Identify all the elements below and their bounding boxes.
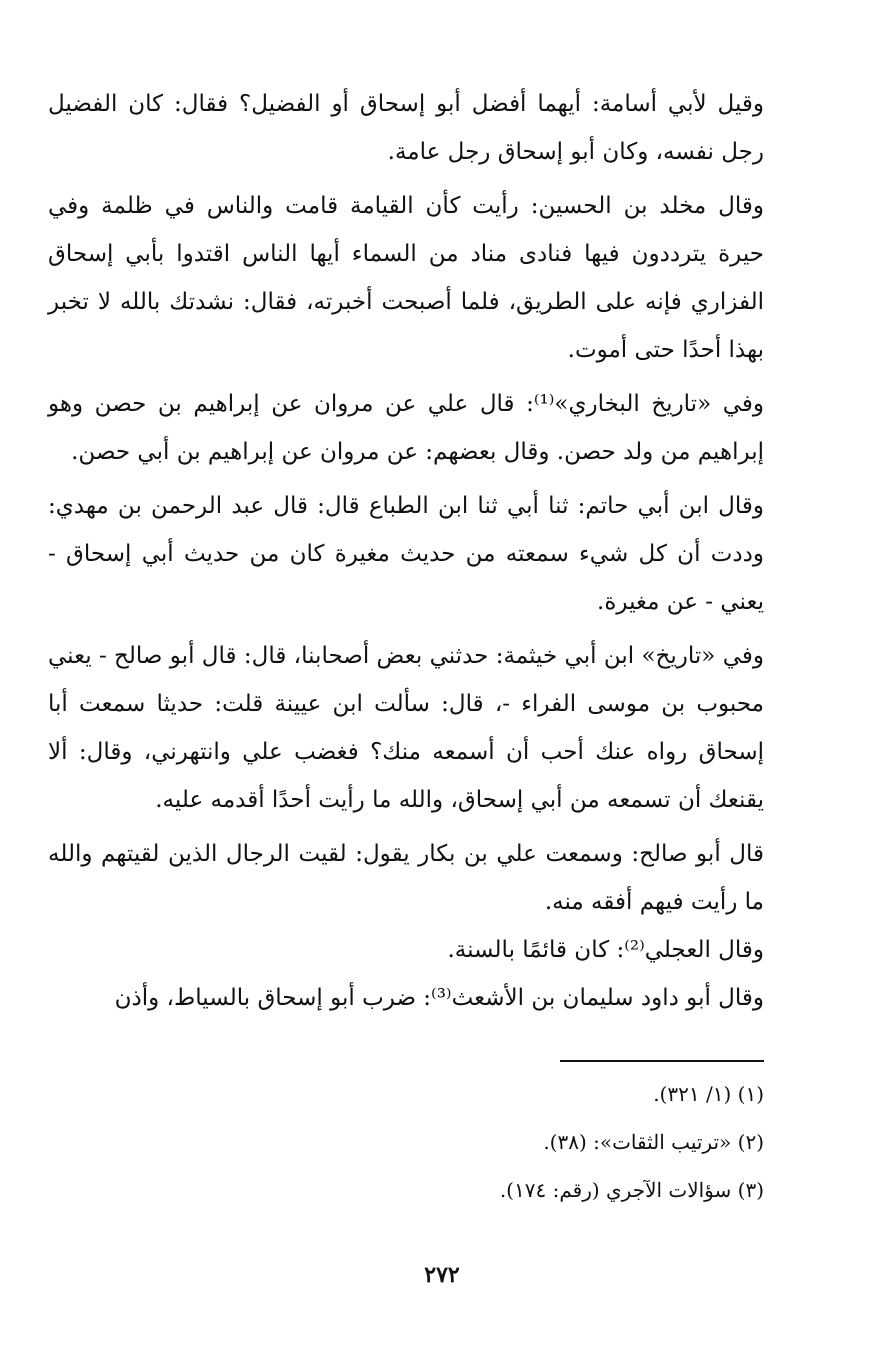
paragraph-4: وقال ابن أبي حاتم: ثنا أبي ثنا ابن الطباع قال: قال عبد الرحمن بن مهدي: وددت أن كل شيء سمعته من حديث مغيرة كان من حديث أبي إسحاق - يعني - عن مغيرة. <box>48 493 764 615</box>
footnote-1: (١) (١/ ٣٢١). <box>653 1082 764 1106</box>
footnote-divider <box>560 1060 764 1062</box>
paragraph-2: وقال مخلد بن الحسين: رأيت كأن القيامة قامت والناس في ظلمة وفي حيرة يترددون فيها فنادى مناد من السماء أيها الناس اقتدوا بأبي إسحاق الفزاري فإنه على الطريق، فلما أصبحت أخبرته، فقال: نشدتك بالله لا تخبر بهذا أحدًا حتى أموت. <box>48 193 764 363</box>
main-text <box>48 80 764 1022</box>
paragraph-7: وقال العجلي⁽²⁾: كان قائمًا بالسنة. <box>447 937 764 963</box>
paragraph-3: وفي «تاريخ البخاري»⁽¹⁾: قال علي عن مروان عن إبراهيم بن حصن وهو إبراهيم من ولد حصن. وقال بعضهم: عن مروان عن إبراهيم بن أبي حصن. <box>48 391 764 465</box>
paragraph-6: قال أبو صالح: وسمعت علي بن بكار يقول: لقيت الرجال الذين لقيتهم والله ما رأيت فيهم أفقه منه. <box>48 841 764 915</box>
footnotes <box>300 1070 764 1214</box>
paragraph-5: وفي «تاريخ» ابن أبي خيثمة: حدثني بعض أصحابنا، قال: قال أبو صالح - يعني محبوب بن موسى الفراء -، قال: سألت ابن عيينة قلت: حديثا سمعت أبا إسحاق رواه عنك أحب أن أسمعه منك؟ فغضب علي وانتهرني، وقال: ألا يقنعك أن تسمعه من أبي إسحاق، والله ما رأيت أحدًا أقدمه عليه. <box>48 643 764 813</box>
footnote-3: (٣) سؤالات الآجري (رقم: ١٧٤). <box>499 1178 764 1202</box>
paragraph-1: وقيل لأبي أسامة: أيهما أفضل أبو إسحاق أو الفضيل؟ فقال: كان الفضيل رجل نفسه، وكان أبو إسحاق رجل عامة. <box>48 91 764 165</box>
footnote-2: (٢) «ترتيب الثقات»: (٣٨). <box>543 1130 764 1154</box>
page-number: ٢٧٢ <box>424 1262 460 1288</box>
paragraph-8: وقال أبو داود سليمان بن الأشعث⁽³⁾: ضرب أبو إسحاق بالسياط، وأذن <box>114 985 764 1011</box>
